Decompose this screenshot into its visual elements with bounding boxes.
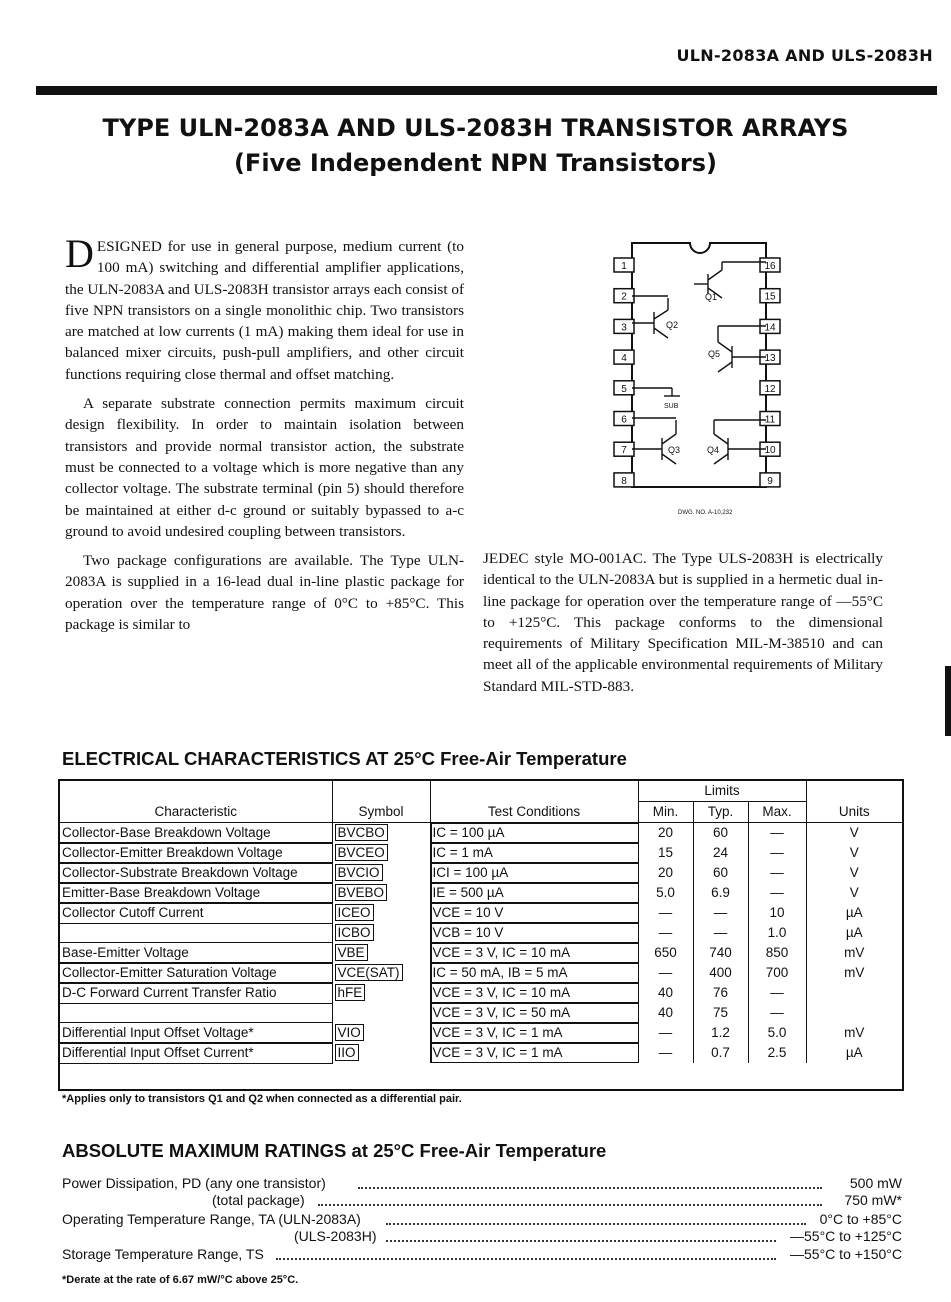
electrical-table-frame [58, 779, 904, 1091]
table-row [60, 923, 902, 943]
cell-units: mV [844, 965, 865, 980]
cell-units: mV [844, 1025, 865, 1040]
cell-min: 20 [638, 863, 693, 883]
table-row [60, 1003, 902, 1023]
cell-characteristic: Collector-Substrate Breakdown Voltage [60, 863, 332, 883]
cell-conditions: VCE = 3 V, IC = 10 mA [430, 943, 638, 963]
rating-value: —55°C to +125°C [790, 1228, 902, 1244]
leader-dots [276, 1258, 776, 1260]
pin-10-label: 10 [764, 445, 776, 457]
pin-4-label: 4 [621, 353, 627, 365]
rating-label: (total package) [212, 1192, 305, 1208]
rating-value: 500 mW [849, 1175, 902, 1191]
electrical-heading: ELECTRICAL CHARACTERISTICS AT 25°C Free-Air Temperature [62, 748, 627, 769]
cell-symbol [332, 1003, 430, 1023]
leader-dots [386, 1223, 806, 1225]
drawing-number: DWG. NO. A-10,232 [678, 510, 733, 516]
cell-characteristic: D-C Forward Current Transfer Ratio [60, 983, 332, 1003]
cell-max: — [748, 823, 806, 844]
cell-min: 40 [638, 983, 693, 1003]
table-row [60, 1043, 902, 1063]
cell-conditions: VCE = 3 V, IC = 50 mA [430, 1003, 638, 1023]
cell-symbol: VIO [332, 1023, 430, 1043]
cell-conditions: VCE = 3 V, IC = 1 mA [430, 1043, 638, 1063]
rating-label: (ULS-2083H) [294, 1228, 377, 1244]
pin-1-label: 1 [621, 261, 627, 272]
cell-symbol: ICEO [332, 903, 430, 923]
header-rule [36, 86, 937, 95]
cell-characteristic: Collector Cutoff Current [60, 903, 332, 923]
cell-min: 5.0 [638, 883, 693, 903]
intro-paragraph-4: JEDEC style MO-001AC. The Type ULS-2083H is electrically identical to the ULN-2083A but is supplied in a hermetic dual in-line package for operation over the temperature range of —55°C to +125°C. This package conforms to the dimensional requirements of Military Specification MIL-M-38510 and can meet all of the applicable environmental requirements of Military Standard MIL-STD-883. [483, 550, 883, 695]
rating-label: Operating Temperature Range, TA (ULN-2083A) [62, 1211, 361, 1227]
table-row [60, 963, 902, 983]
cell-symbol: VCE(SAT) [332, 963, 430, 983]
cell-max: — [748, 863, 806, 883]
rating-value: —55°C to +150°C [790, 1246, 902, 1262]
rating-label: Power Dissipation, PD (any one transistor) [62, 1175, 326, 1191]
page-subtitle: (Five Independent NPN Transistors) [233, 149, 718, 177]
rating-value: 0°C to +85°C [819, 1211, 902, 1227]
table-row [60, 1023, 902, 1043]
pin-15-label: 15 [764, 291, 776, 303]
cell-conditions: VCE = 3 V, IC = 10 mA [430, 983, 638, 1003]
cell-typ: 1.2 [693, 1023, 748, 1043]
drop-cap: D [65, 231, 94, 276]
pin-9-label: 9 [767, 475, 773, 487]
cell-max: — [748, 843, 806, 863]
label-q5: Q5 [708, 349, 721, 359]
pin-8-label: 8 [621, 475, 627, 487]
cell-typ: 60 [693, 863, 748, 883]
cell-max: 10 [748, 903, 806, 923]
absolute-footnote: *Derate at the rate of 6.67 mW/°C above 25°C. [62, 1274, 299, 1286]
cell-units: µA [845, 1045, 863, 1060]
transistor-q2 [632, 296, 668, 338]
leader-dots [318, 1204, 822, 1206]
header-characteristic: Characteristic [60, 781, 332, 823]
cell-symbol: VBE [332, 943, 430, 963]
cell-min: 20 [638, 823, 693, 844]
cell-units: V [849, 845, 859, 860]
cell-max: 850 [748, 943, 806, 963]
pin-5-label: 5 [621, 383, 627, 395]
rating-row [62, 1245, 902, 1263]
cell-characteristic [60, 923, 332, 943]
table-row [60, 903, 902, 923]
pin-16-label: 16 [764, 261, 776, 272]
rating-row [62, 1174, 902, 1192]
cell-units [806, 1003, 902, 1023]
cell-symbol: BVCBO [332, 823, 430, 844]
package-outline [632, 243, 766, 487]
rating-row [62, 1191, 902, 1209]
pin-12-label: 12 [764, 383, 776, 395]
cell-units [806, 983, 902, 1003]
running-header: ULN-2083A AND ULS-2083H [676, 46, 933, 65]
cell-typ: 75 [693, 1003, 748, 1023]
pin-11-label: 11 [764, 414, 776, 426]
cell-max: 700 [748, 963, 806, 983]
cell-min: — [638, 923, 693, 943]
cell-min: — [638, 1023, 693, 1043]
label-q2: Q2 [666, 320, 679, 330]
label-q3: Q3 [668, 445, 681, 455]
cell-max: — [748, 883, 806, 903]
header-symbol: Symbol [332, 781, 430, 823]
cell-typ: 76 [693, 983, 748, 1003]
cell-characteristic: Collector-Base Breakdown Voltage [60, 823, 332, 844]
cell-characteristic: Differential Input Offset Current* [60, 1043, 332, 1063]
intro-paragraph-1 [65, 231, 465, 385]
label-sub: SUB [664, 403, 679, 410]
intro-right-column [483, 548, 883, 705]
label-q4: Q4 [707, 445, 720, 455]
cell-units: mV [844, 945, 865, 960]
header-conditions: Test Conditions [430, 781, 638, 823]
cell-typ: 60 [693, 823, 748, 844]
absolute-heading: ABSOLUTE MAXIMUM RATINGS at 25°C Free-Air Temperature [62, 1140, 607, 1161]
cell-conditions: IC = 50 mA, IB = 5 mA [430, 963, 638, 983]
pin-3-label: 3 [621, 322, 627, 334]
cell-max: 2.5 [748, 1043, 806, 1063]
cell-conditions: VCE = 10 V [430, 903, 638, 923]
table-row [60, 863, 902, 883]
rating-row [62, 1210, 902, 1228]
transistor-q4 [714, 420, 766, 464]
cell-conditions: VCE = 3 V, IC = 1 mA [430, 1023, 638, 1043]
cell-typ: — [693, 923, 748, 943]
cell-units: µA [845, 925, 863, 940]
cell-units: V [849, 825, 859, 840]
cell-min: 650 [638, 943, 693, 963]
table-row [60, 883, 902, 903]
cell-conditions: VCB = 10 V [430, 923, 638, 943]
cell-max: — [748, 983, 806, 1003]
pin-2-label: 2 [621, 291, 627, 303]
cell-characteristic: Collector-Emitter Saturation Voltage [60, 963, 332, 983]
intro-paragraph-1-text: ESIGNED for use in general purpose, medium current (to 100 mA) switching and differential amplifier applications, the ULN-2083A and ULS-2083H transistor arrays each consist of five NPN transistors on a single monolithic chip. Two transistors are matched at low currents (1 mA) making them ideal for use in balanced mixer circuits, push-pull amplifiers, and other circuit functions requiring close thermal and offset matching. [65, 238, 465, 383]
cell-typ: 740 [693, 943, 748, 963]
cell-min: — [638, 1043, 693, 1063]
table-row [60, 843, 902, 863]
intro-left-column [65, 231, 465, 643]
cell-conditions: IC = 100 µA [430, 823, 638, 844]
header-units: Units [806, 781, 902, 823]
cell-symbol: BVCEO [332, 843, 430, 863]
cell-characteristic [60, 1003, 332, 1023]
rating-value: 750 mW* [844, 1192, 902, 1208]
electrical-table [60, 781, 902, 1063]
cell-min: — [638, 903, 693, 923]
thumb-index-mark [945, 666, 951, 736]
pin-14-label: 14 [764, 322, 776, 334]
cell-max: 5.0 [748, 1023, 806, 1043]
cell-typ: — [693, 903, 748, 923]
cell-conditions: IC = 1 mA [430, 843, 638, 863]
cell-max: 1.0 [748, 923, 806, 943]
table-row [60, 823, 902, 844]
cell-min: 40 [638, 1003, 693, 1023]
cell-characteristic: Emitter-Base Breakdown Voltage [60, 883, 332, 903]
cell-conditions: ICI = 100 µA [430, 863, 638, 883]
intro-paragraph-2: A separate substrate connection permits maximum circuit design flexibility. In order to maintain isolation between transistors and provide normal transistor action, the substrate must be connected to a voltage which is more negative than any collector voltage. The substrate terminal (pin 5) should therefore be maintained at either d-c ground or suitably bypassed to a-c ground to avoid undesired coupling between transistors. [65, 395, 464, 540]
header-limits: Limits [638, 781, 806, 802]
cell-units: V [849, 865, 859, 880]
cell-symbol: IIO [332, 1043, 430, 1063]
cell-typ: 400 [693, 963, 748, 983]
pin-6-label: 6 [621, 414, 627, 426]
transistor-q5 [718, 326, 766, 372]
cell-typ: 6.9 [693, 883, 748, 903]
label-q1: Q1 [705, 292, 718, 302]
cell-min: 15 [638, 843, 693, 863]
intro-paragraph-3: Two package configurations are available. The Type ULN-2083A is supplied in a 16-lead dual in-line plastic package for operation over the temperature range of 0°C to +85°C. This package is similar to [65, 552, 464, 634]
pinout-diagram [610, 240, 785, 520]
cell-symbol: ICBO [332, 923, 430, 943]
cell-units: µA [845, 905, 863, 920]
cell-characteristic: Base-Emitter Voltage [60, 943, 332, 963]
cell-max: — [748, 1003, 806, 1023]
rating-label: Storage Temperature Range, TS [62, 1246, 264, 1262]
page-title: TYPE ULN-2083A AND ULS-2083H TRANSISTOR ARRAYS [102, 114, 849, 142]
transistor-q3 [632, 418, 676, 464]
table-row [60, 983, 902, 1003]
cell-typ: 0.7 [693, 1043, 748, 1063]
leader-dots [386, 1240, 776, 1242]
cell-units: V [849, 885, 859, 900]
header-min: Min. [638, 802, 693, 823]
electrical-footnote: *Applies only to transistors Q1 and Q2 when connected as a differential pair. [62, 1093, 462, 1105]
cell-conditions: IE = 500 µA [430, 883, 638, 903]
cell-min: — [638, 963, 693, 983]
header-typ: Typ. [693, 802, 748, 823]
table-row [60, 943, 902, 963]
substrate-ground [632, 388, 680, 396]
pin-7-label: 7 [621, 445, 627, 457]
leader-dots [358, 1187, 822, 1189]
cell-symbol: BVCIO [332, 863, 430, 883]
pin-13-label: 13 [764, 353, 776, 365]
cell-typ: 24 [693, 843, 748, 863]
header-max: Max. [748, 802, 806, 823]
cell-characteristic: Differential Input Offset Voltage* [60, 1023, 332, 1043]
cell-characteristic: Collector-Emitter Breakdown Voltage [60, 843, 332, 863]
rating-row [62, 1227, 902, 1245]
absolute-ratings-list [62, 1172, 902, 1272]
cell-symbol: BVEBO [332, 883, 430, 903]
cell-symbol: hFE [332, 983, 430, 1003]
